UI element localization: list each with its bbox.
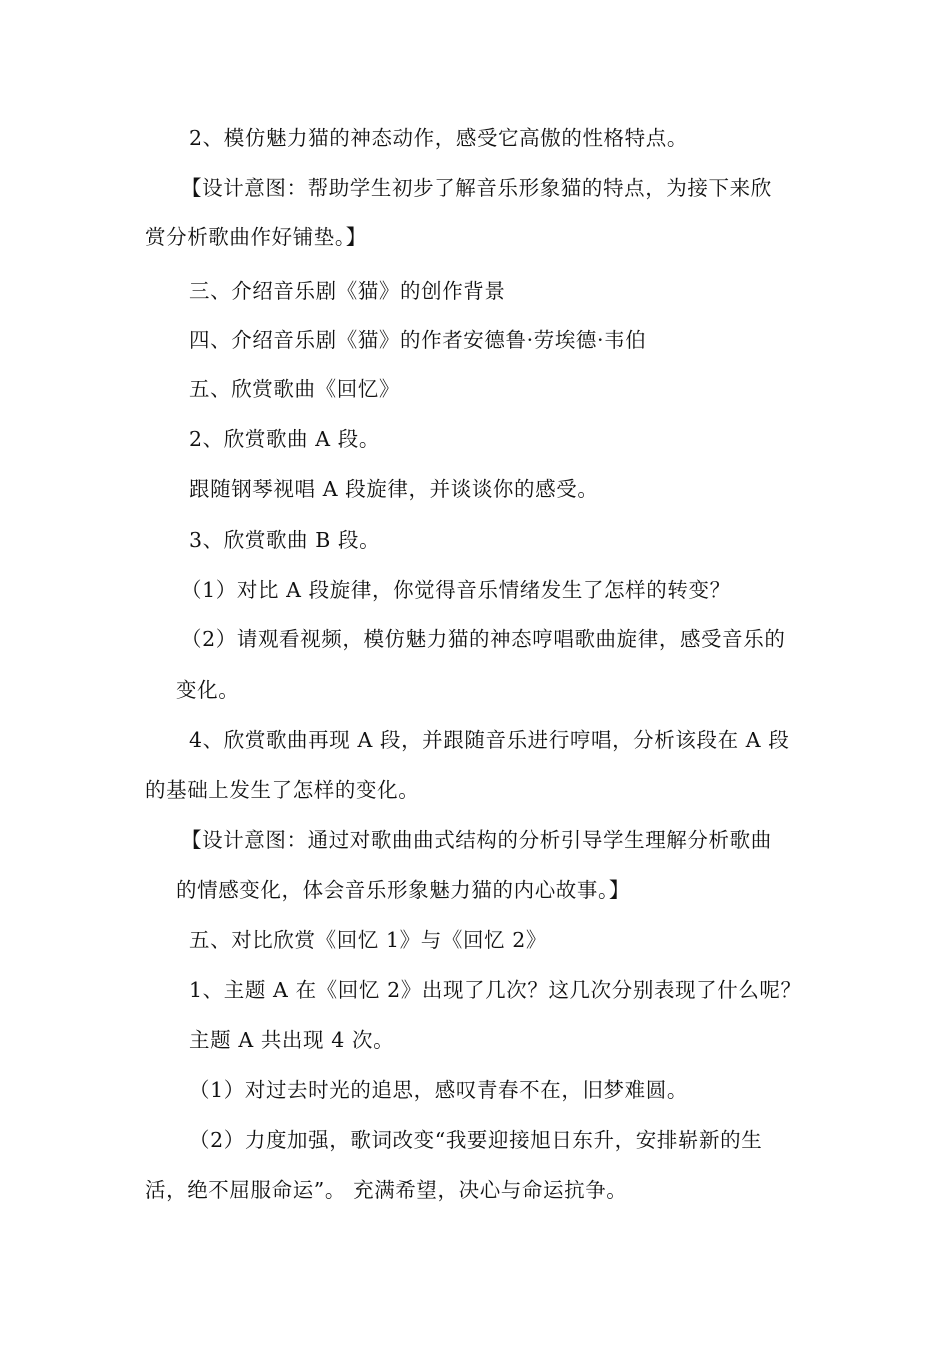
- text-line: 2、欣赏歌曲 A 段。: [189, 427, 380, 451]
- text-line: 五、对比欣赏《回忆 1》与《回忆 2》: [189, 928, 548, 952]
- text-line: 的基础上发生了怎样的变化。: [145, 778, 420, 802]
- text-line: 活，绝不屈服命运”。 充满希望，决心与命运抗争。: [145, 1178, 628, 1202]
- text-line: 3、欣赏歌曲 B 段。: [189, 528, 381, 552]
- text-line: 4、欣赏歌曲再现 A 段，并跟随音乐进行哼唱，分析该段在 A 段: [189, 728, 790, 752]
- text-line: （2）请观看视频，模仿魅力猫的神态哼唱歌曲旋律，感受音乐的: [181, 627, 786, 651]
- text-line: 四、介绍音乐剧《猫》的作者安德鲁·劳埃德·韦伯: [189, 328, 647, 352]
- text-line: 【设计意图：通过对歌曲曲式结构的分析引导学生理解分析歌曲: [181, 828, 772, 852]
- text-line: （1）对过去时光的追思，感叹青春不在，旧梦难圆。: [189, 1078, 688, 1102]
- text-line: 2、模仿魅力猫的神态动作，感受它高傲的性格特点。: [189, 126, 688, 150]
- text-line: 【设计意图：帮助学生初步了解音乐形象猫的特点，为接下来欣: [181, 176, 772, 200]
- text-line: 三、介绍音乐剧《猫》的创作背景: [189, 279, 506, 303]
- text-line: 变化。: [176, 678, 240, 702]
- text-line: 主题 A 共出现 4 次。: [189, 1028, 395, 1052]
- text-line: （1）对比 A 段旋律，你觉得音乐情绪发生了怎样的转变？: [181, 578, 731, 602]
- text-line: 赏分析歌曲作好铺垫。】: [145, 225, 367, 249]
- text-line: （2）力度加强，歌词改变“我要迎接旭日东升，安排崭新的生: [189, 1128, 763, 1152]
- text-line: 的情感变化，体会音乐形象魅力猫的内心故事。】: [176, 878, 630, 902]
- text-line: 五、欣赏歌曲《回忆》: [189, 377, 400, 401]
- text-line: 跟随钢琴视唱 A 段旋律，并谈谈你的感受。: [189, 477, 599, 501]
- text-line: 1、主题 A 在《回忆 2》出现了几次？这几次分别表现了什么呢？: [189, 978, 802, 1002]
